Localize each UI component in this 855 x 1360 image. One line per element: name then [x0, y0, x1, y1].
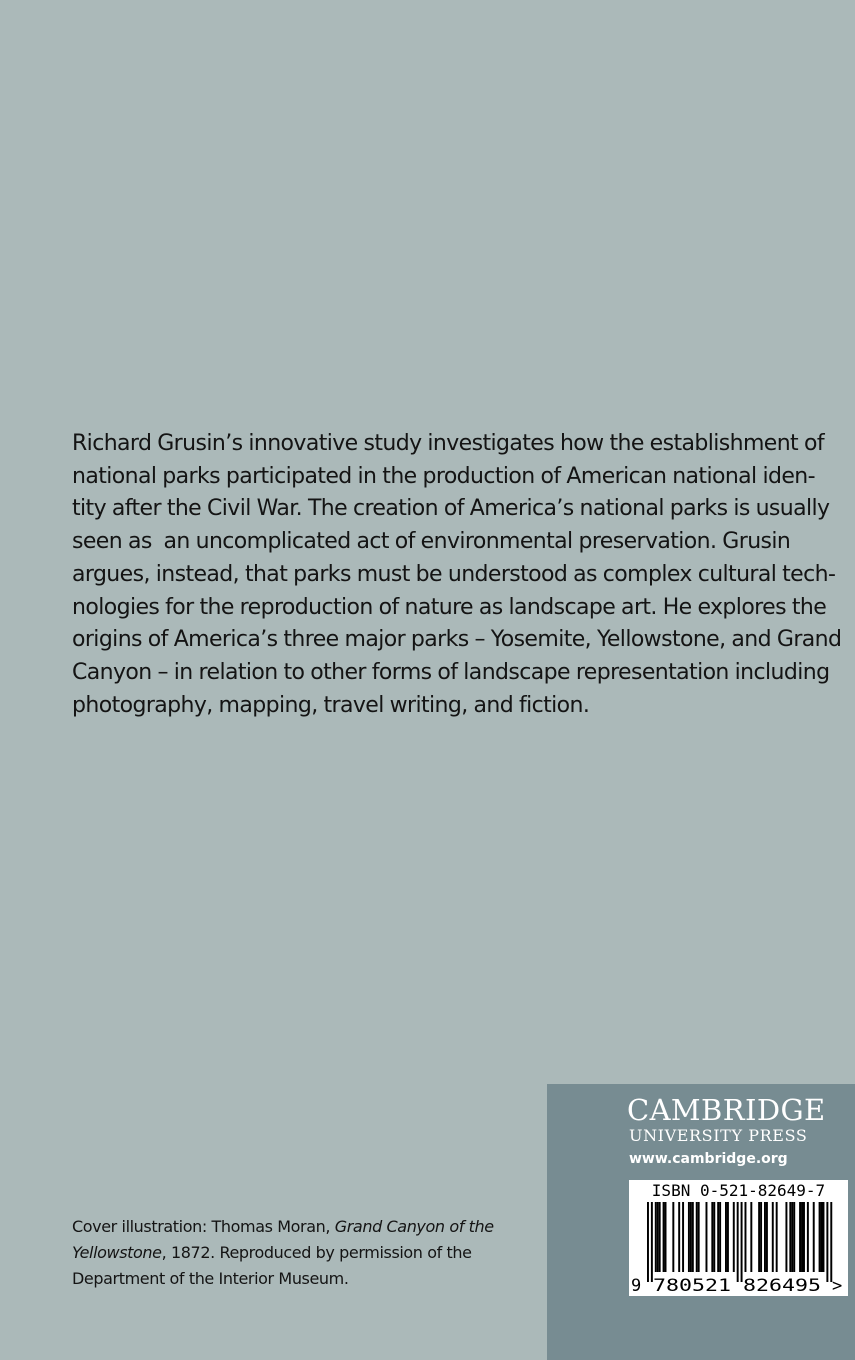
barcode-end-mark: >	[832, 1276, 843, 1296]
publisher-logo-subname: UNIVERSITY PRESS	[629, 1126, 808, 1145]
barcode-bar	[793, 1202, 795, 1272]
artwork-title-cont: Yellowstone	[72, 1243, 162, 1262]
publisher-url: www.cambridge.org	[629, 1151, 788, 1167]
barcode-bar	[678, 1202, 680, 1272]
barcode-bar	[819, 1202, 821, 1272]
blurb-line: nologies for the reproduction of nature as landscape art. He explores the	[72, 594, 827, 620]
credit-line-1	[72, 1214, 532, 1240]
blurb-line: photography, mapping, travel writing, and fiction.	[72, 692, 590, 718]
cover-credit	[72, 1214, 532, 1292]
barcode-bar	[821, 1202, 823, 1272]
barcode-bar	[823, 1202, 825, 1272]
barcode-right-digits: 826495	[743, 1276, 821, 1296]
barcode-bar	[799, 1202, 801, 1272]
blurb-line: national parks participated in the production of American national iden-	[72, 463, 815, 489]
barcode-bar	[696, 1202, 698, 1272]
barcode-bar	[688, 1202, 690, 1272]
barcode-bar	[713, 1202, 715, 1272]
barcode-bar	[764, 1202, 766, 1272]
barcode-bar	[789, 1202, 791, 1272]
barcode-bar	[733, 1202, 735, 1272]
barcode-bar	[672, 1202, 674, 1272]
blurb-line: Richard Grusin’s innovative study investigates how the establishment of	[72, 431, 824, 456]
blurb-line: origins of America’s three major parks – Yosemite, Yellowstone, and Grand	[72, 627, 842, 653]
barcode-bar	[727, 1202, 729, 1272]
barcode-bar	[801, 1202, 803, 1272]
barcode-bar	[741, 1202, 743, 1282]
barcode-bar	[719, 1202, 721, 1272]
barcode-bar	[758, 1202, 760, 1272]
blurb-line: Canyon – in relation to other forms of landscape representation including	[72, 659, 830, 685]
barcode-bar	[717, 1202, 719, 1272]
barcode-left-digits: 780521	[653, 1276, 731, 1296]
blurb-line: argues, instead, that parks must be understood as complex cultural tech-	[72, 561, 836, 587]
barcode-bar	[647, 1202, 649, 1282]
barcode	[629, 1180, 848, 1296]
barcode-bar	[737, 1202, 739, 1282]
barcode-bar	[803, 1202, 805, 1272]
description-text	[72, 428, 842, 722]
publisher-panel	[547, 1084, 855, 1360]
barcode-bar	[657, 1202, 659, 1272]
barcode-bar	[692, 1202, 694, 1272]
barcode-bar	[706, 1202, 708, 1272]
blurb-line: seen as an uncomplicated act of environmental preservation. Grusin	[72, 529, 791, 555]
credit-prefix: Cover illustration: Thomas Moran,	[72, 1217, 335, 1236]
barcode-first-digit: 9	[631, 1276, 642, 1296]
barcode-bar	[651, 1202, 653, 1282]
barcode-bar	[698, 1202, 700, 1272]
barcode-bar	[766, 1202, 768, 1272]
barcode-bar	[826, 1202, 828, 1282]
barcode-bar	[659, 1202, 661, 1272]
credit-date: , 1872. Reproduced by permission of the	[161, 1243, 472, 1262]
barcode-bar	[663, 1202, 665, 1272]
artwork-title: Grand Canyon of the	[334, 1217, 494, 1236]
isbn-label: ISBN 0-521-82649-7	[651, 1181, 826, 1200]
barcode-bar	[785, 1202, 787, 1272]
barcode-bar	[776, 1202, 778, 1272]
barcode-bar	[682, 1202, 684, 1272]
barcode-bar	[655, 1202, 657, 1272]
barcode-bar	[745, 1202, 747, 1272]
barcode-bar	[750, 1202, 752, 1272]
barcode-bar	[725, 1202, 727, 1272]
barcode-bar	[711, 1202, 713, 1272]
barcode-bar	[813, 1202, 815, 1272]
barcode-bar	[791, 1202, 793, 1272]
barcode-bar	[807, 1202, 809, 1272]
barcode-bar	[772, 1202, 774, 1272]
publisher-logo-name: CAMBRIDGE	[627, 1093, 826, 1127]
barcode-bar	[665, 1202, 667, 1272]
credit-line-3: Department of the Interior Museum.	[72, 1269, 349, 1288]
barcode-bar	[830, 1202, 832, 1282]
blurb-line: tity after the Civil War. The creation of America’s national parks is usually	[72, 496, 830, 522]
barcode-graphic	[629, 1180, 848, 1296]
barcode-bar	[690, 1202, 692, 1272]
barcode-bar	[760, 1202, 762, 1272]
credit-line-2	[72, 1240, 532, 1266]
